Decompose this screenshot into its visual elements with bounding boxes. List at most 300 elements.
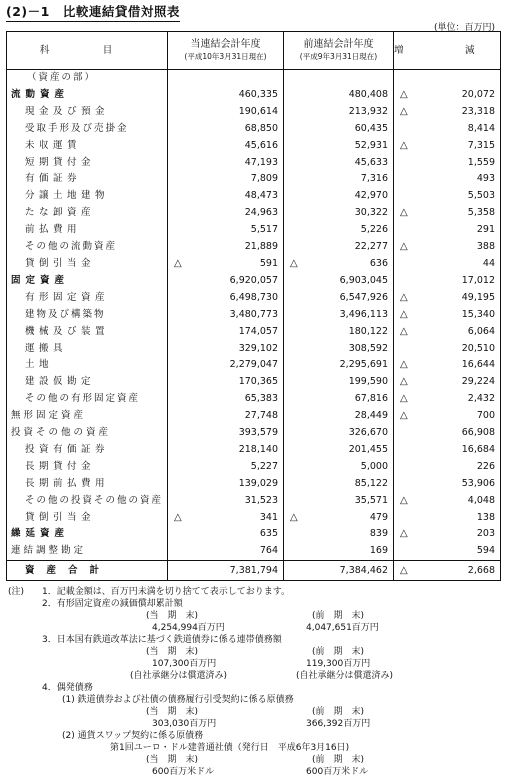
row-label: 有形固定資産	[7, 290, 168, 307]
previous-year-cell	[284, 341, 394, 358]
note-2-previous-value: 4,047,651百万円	[306, 623, 379, 633]
row-label: 運搬具	[7, 341, 168, 358]
note-3-current-label: (当 期 末)	[146, 647, 199, 657]
table-row	[7, 239, 501, 256]
table-row	[7, 510, 501, 527]
current-year-cell	[168, 543, 284, 560]
header-previous-sub: (平成9年3月31日現在)	[299, 51, 378, 61]
previous-year-cell	[284, 104, 394, 121]
previous-year-cell	[284, 171, 394, 188]
current-year-cell	[168, 476, 284, 493]
previous-year-cell-value: 60,435	[354, 122, 388, 134]
change-cell	[394, 188, 501, 205]
change-cell	[394, 459, 501, 476]
change-cell	[394, 476, 501, 493]
negative-triangle: △	[400, 139, 408, 151]
note-3	[6, 634, 502, 646]
previous-year-cell	[284, 561, 394, 581]
previous-year-cell	[284, 526, 394, 543]
table-row	[7, 290, 501, 307]
negative-triangle: △	[400, 376, 408, 388]
note-4-1-previous-label: (前 期 末)	[312, 707, 365, 717]
change-cell-value: 138	[476, 511, 495, 523]
current-year-cell	[168, 459, 284, 476]
table-row	[7, 70, 501, 87]
negative-triangle: △	[400, 528, 408, 540]
row-label: （資産の部）	[7, 70, 168, 87]
change-cell	[394, 357, 501, 374]
change-cell-value: 8,414	[467, 122, 495, 134]
previous-year-cell-value: 326,670	[348, 427, 388, 439]
note-2-previous-label: (前 期 末)	[312, 611, 365, 621]
note-4-2-bond-text: 第1回ユーロ・ドル建普通社債（発行日 平成6年3月16日)	[110, 743, 350, 753]
current-year-cell-value: 764	[259, 545, 278, 557]
note-2-text: 2．有形固定資産の減価償却累計額	[42, 599, 183, 609]
previous-year-cell	[284, 442, 394, 459]
note-4-2-previous-value: 600百万米ドル	[306, 767, 369, 777]
note-4-1-labels	[6, 706, 502, 718]
previous-year-cell	[284, 493, 394, 510]
total-row	[7, 561, 501, 581]
row-label: 資産合計	[7, 561, 168, 581]
change-cell-value: 6,064	[467, 325, 495, 337]
change-cell	[394, 493, 501, 510]
negative-triangle: △	[400, 494, 408, 506]
previous-year-cell-value: 2,295,691	[339, 359, 388, 371]
previous-year-cell-value: 479	[369, 511, 388, 523]
current-year-cell-value: 24,963	[244, 207, 278, 219]
note-3-labels	[6, 646, 502, 658]
current-year-cell-value: 47,193	[244, 156, 278, 168]
current-year-cell-value: 5,517	[250, 224, 278, 236]
previous-year-cell	[284, 87, 394, 104]
previous-year-cell-value: 35,571	[354, 494, 388, 506]
previous-year-cell-value: 7,316	[360, 173, 388, 185]
row-label: 土地	[7, 357, 168, 374]
current-year-cell-value: 329,102	[238, 342, 278, 354]
table-row	[7, 493, 501, 510]
negative-triangle: △	[400, 359, 408, 371]
change-cell	[394, 425, 501, 442]
current-year-cell	[168, 121, 284, 138]
negative-triangle: △	[174, 257, 182, 269]
note-3-current-value: 107,300百万円	[152, 659, 217, 669]
change-cell-value: 2,432	[467, 393, 495, 405]
current-year-cell	[168, 425, 284, 442]
current-year-cell	[168, 510, 284, 527]
previous-year-cell	[284, 476, 394, 493]
note-2-current-value: 4,254,994百万円	[152, 623, 225, 633]
current-year-cell	[168, 188, 284, 205]
table-row	[7, 425, 501, 442]
negative-triangle: △	[400, 207, 408, 219]
note-4-2-labels	[6, 754, 502, 766]
header-item: 科 目	[7, 32, 168, 70]
note-3-remarks	[6, 670, 502, 682]
change-cell-value: 226	[476, 460, 495, 472]
note-2-labels	[6, 610, 502, 622]
current-year-cell	[168, 493, 284, 510]
previous-year-cell-value: 636	[369, 257, 388, 269]
row-label: 短期貸付金	[7, 155, 168, 172]
note-3-previous-label: (前 期 末)	[312, 647, 365, 657]
previous-year-cell	[284, 290, 394, 307]
previous-year-cell-value: 6,547,926	[339, 291, 388, 303]
note-2-values	[6, 622, 502, 634]
change-cell-value: 2,668	[467, 565, 495, 577]
current-year-cell	[168, 205, 284, 222]
change-cell-value: 4,048	[467, 494, 495, 506]
previous-year-cell	[284, 273, 394, 290]
change-cell-value: 16,684	[461, 443, 495, 455]
previous-year-cell	[284, 391, 394, 408]
current-year-cell-value: 170,365	[238, 376, 278, 388]
note-4-2-text: (2) 通貨スワップ契約に係る原債務	[62, 731, 204, 741]
row-label: 投資有価証券	[7, 442, 168, 459]
current-year-cell	[168, 290, 284, 307]
note-2-current-label: (当 期 末)	[146, 611, 199, 621]
table-row	[7, 256, 501, 273]
previous-year-cell	[284, 408, 394, 425]
current-year-cell	[168, 561, 284, 581]
current-year-cell	[168, 341, 284, 358]
change-cell-value: 1,559	[467, 156, 495, 168]
row-label: 受取手形及び売掛金	[7, 121, 168, 138]
current-year-cell-value: 48,473	[244, 190, 278, 202]
previous-year-cell	[284, 459, 394, 476]
note-4	[6, 682, 502, 694]
row-label: その他の流動資産	[7, 239, 168, 256]
current-year-cell-value: 21,889	[244, 241, 278, 253]
current-year-cell	[168, 526, 284, 543]
change-cell-value: 44	[482, 257, 495, 269]
row-label: その他の有形固定資産	[7, 391, 168, 408]
negative-triangle: △	[400, 325, 408, 337]
row-label: 前払費用	[7, 222, 168, 239]
current-year-cell-value: 635	[259, 528, 278, 540]
row-label: 建設仮勘定	[7, 374, 168, 391]
note-4-2-current-label: (当 期 末)	[146, 755, 199, 765]
change-cell-value: 291	[476, 224, 495, 236]
change-cell	[394, 526, 501, 543]
negative-triangle: △	[400, 291, 408, 303]
change-cell-value: 20,510	[461, 342, 495, 354]
current-year-cell-value: 6,498,730	[229, 291, 278, 303]
previous-year-cell	[284, 70, 394, 87]
previous-year-cell-value: 839	[369, 528, 388, 540]
change-cell-value: 29,224	[461, 376, 495, 388]
current-year-cell-value: 3,480,773	[229, 308, 278, 320]
change-cell-value: 700	[476, 410, 495, 422]
table-row	[7, 307, 501, 324]
negative-triangle: △	[400, 88, 408, 100]
current-year-cell-value: 27,748	[244, 410, 278, 422]
previous-year-cell	[284, 425, 394, 442]
current-year-cell-value: 5,227	[250, 460, 278, 472]
previous-year-cell	[284, 374, 394, 391]
change-cell	[394, 87, 501, 104]
title-underline	[6, 21, 180, 22]
note-4-text: 4．偶発債務	[42, 683, 93, 693]
table-row	[7, 273, 501, 290]
previous-year-cell	[284, 324, 394, 341]
header-change: 増 減	[394, 32, 501, 70]
previous-year-cell-value: 199,590	[348, 376, 388, 388]
previous-year-cell-value: 28,449	[354, 410, 388, 422]
note-mark: (注)	[8, 587, 25, 597]
previous-year-cell	[284, 239, 394, 256]
change-cell	[394, 222, 501, 239]
current-year-cell-value: 218,140	[238, 443, 278, 455]
note-4-2-previous-label: (前 期 末)	[312, 755, 365, 765]
current-year-cell	[168, 87, 284, 104]
current-year-cell	[168, 155, 284, 172]
current-year-cell	[168, 104, 284, 121]
negative-triangle: △	[290, 257, 298, 269]
row-label: 機械及び装置	[7, 324, 168, 341]
table-row	[7, 357, 501, 374]
current-year-cell-value: 31,523	[244, 494, 278, 506]
table-row	[7, 104, 501, 121]
change-cell-value: 20,072	[461, 88, 495, 100]
change-cell	[394, 290, 501, 307]
note-4-1-current-label: (当 期 末)	[146, 707, 199, 717]
change-cell	[394, 341, 501, 358]
row-label: 長期貸付金	[7, 459, 168, 476]
current-year-cell	[168, 138, 284, 155]
row-label: 現金及び預金	[7, 104, 168, 121]
change-cell-value: 7,315	[467, 139, 495, 151]
change-cell	[394, 543, 501, 560]
current-year-cell-value: 68,850	[244, 122, 278, 134]
previous-year-cell-value: 42,970	[354, 190, 388, 202]
change-cell-value: 53,906	[461, 477, 495, 489]
change-cell	[394, 256, 501, 273]
row-label: 連結調整勘定	[7, 543, 168, 560]
previous-year-cell-value: 45,633	[354, 156, 388, 168]
row-label: 有価証券	[7, 171, 168, 188]
negative-triangle: △	[290, 511, 298, 523]
previous-year-cell	[284, 188, 394, 205]
note-4-2	[6, 730, 502, 742]
current-year-cell-value: 393,579	[238, 427, 278, 439]
current-year-cell-value: 7,381,794	[229, 565, 278, 577]
row-label: 長期前払費用	[7, 476, 168, 493]
change-cell-value: 388	[476, 241, 495, 253]
table-row	[7, 442, 501, 459]
notes-section	[6, 586, 502, 778]
header-current-year	[168, 32, 284, 70]
note-1-text: 1．記載金額は、百万円未満を切り捨てて表示しております。	[42, 587, 291, 597]
previous-year-cell	[284, 138, 394, 155]
note-4-2-bond	[6, 742, 502, 754]
previous-year-cell-value: 213,932	[348, 105, 388, 117]
negative-triangle: △	[400, 308, 408, 320]
change-cell	[394, 391, 501, 408]
table-row	[7, 476, 501, 493]
previous-year-cell	[284, 543, 394, 560]
row-label: 固定資産	[7, 273, 168, 290]
previous-year-cell	[284, 510, 394, 527]
change-cell-value: 5,358	[467, 207, 495, 219]
note-3-previous-value: 119,300百万円	[306, 659, 371, 669]
header-current-main: 当連結会計年度	[190, 38, 261, 50]
change-cell-value: 203	[476, 528, 495, 540]
current-year-cell-value: 65,383	[244, 393, 278, 405]
note-1	[6, 586, 502, 598]
change-cell	[394, 155, 501, 172]
negative-triangle: △	[400, 105, 408, 117]
header-previous-main: 前連結会計年度	[303, 38, 374, 50]
row-label: 未収運賃	[7, 138, 168, 155]
current-year-cell	[168, 374, 284, 391]
note-4-1	[6, 694, 502, 706]
change-cell-value: 594	[476, 545, 495, 557]
previous-year-cell	[284, 155, 394, 172]
table-header-row	[7, 32, 501, 70]
change-cell-value: 17,012	[461, 274, 495, 286]
change-cell	[394, 171, 501, 188]
change-cell-value: 49,195	[461, 291, 495, 303]
current-year-cell-value: 7,809	[250, 173, 278, 185]
current-year-cell-value: 190,614	[238, 105, 278, 117]
previous-year-cell	[284, 121, 394, 138]
previous-year-cell	[284, 256, 394, 273]
row-label: 繰延資産	[7, 526, 168, 543]
current-year-cell-value: 174,057	[238, 325, 278, 337]
table-row	[7, 408, 501, 425]
previous-year-cell	[284, 357, 394, 374]
table-row	[7, 205, 501, 222]
previous-year-cell-value: 22,277	[354, 241, 388, 253]
note-3-current-remark: (自社承継分は償還済み)	[130, 671, 228, 681]
negative-triangle: △	[400, 241, 408, 253]
current-year-cell	[168, 256, 284, 273]
previous-year-cell-value: 201,455	[348, 443, 388, 455]
change-cell-value: 23,318	[461, 105, 495, 117]
previous-year-cell-value: 308,592	[348, 342, 388, 354]
table-row	[7, 155, 501, 172]
table-row	[7, 374, 501, 391]
row-label: 流動資産	[7, 87, 168, 104]
table-row	[7, 341, 501, 358]
previous-year-cell-value: 85,122	[354, 477, 388, 489]
table-row	[7, 222, 501, 239]
previous-year-cell-value: 30,322	[354, 207, 388, 219]
current-year-cell-value: 6,920,057	[229, 274, 278, 286]
change-cell	[394, 205, 501, 222]
row-label: 分譲土地建物	[7, 188, 168, 205]
current-year-cell	[168, 357, 284, 374]
change-cell	[394, 374, 501, 391]
negative-triangle: △	[400, 410, 408, 422]
unit-label: (単位：百万円)	[433, 23, 495, 33]
row-label: 貸倒引当金	[7, 256, 168, 273]
change-cell-value: 15,340	[461, 308, 495, 320]
note-4-2-current-value: 600百万米ドル	[152, 767, 215, 777]
table-row	[7, 391, 501, 408]
previous-year-cell-value: 3,496,113	[339, 308, 388, 320]
row-label: その他の投資その他の資産	[7, 493, 168, 510]
current-year-cell	[168, 408, 284, 425]
current-year-cell-value: 460,335	[238, 88, 278, 100]
previous-year-cell-value: 52,931	[354, 139, 388, 151]
table-row	[7, 87, 501, 104]
table-row	[7, 459, 501, 476]
previous-year-cell-value: 67,816	[354, 393, 388, 405]
row-label: たな卸資産	[7, 205, 168, 222]
change-cell	[394, 273, 501, 290]
header-current-sub: (平成10年3月31日現在)	[184, 51, 267, 61]
note-4-2-values	[6, 766, 502, 778]
change-cell	[394, 408, 501, 425]
table-row	[7, 526, 501, 543]
current-year-cell-value: 139,029	[238, 477, 278, 489]
change-cell	[394, 510, 501, 527]
row-label: 貸倒引当金	[7, 510, 168, 527]
negative-triangle: △	[174, 511, 182, 523]
page-title: (2)－1 比較連結貸借対照表	[6, 2, 180, 20]
previous-year-cell	[284, 307, 394, 324]
note-3-text: 3．日本国有鉄道改革法に基づく鉄道債券に係る連帯債務額	[42, 635, 282, 645]
negative-triangle: △	[400, 393, 408, 405]
current-year-cell	[168, 273, 284, 290]
current-year-cell	[168, 442, 284, 459]
change-cell	[394, 561, 501, 581]
current-year-cell-value: 45,616	[244, 139, 278, 151]
current-year-cell	[168, 171, 284, 188]
table-row	[7, 543, 501, 560]
change-cell	[394, 239, 501, 256]
change-cell-value: 66,908	[461, 427, 495, 439]
note-3-previous-remark: (自社承継分は償還済み)	[296, 671, 394, 681]
current-year-cell	[168, 324, 284, 341]
change-cell-value: 493	[476, 173, 495, 185]
current-year-cell-value: 591	[259, 257, 278, 269]
note-3-values	[6, 658, 502, 670]
table-row	[7, 138, 501, 155]
change-cell	[394, 138, 501, 155]
change-cell	[394, 307, 501, 324]
previous-year-cell-value: 5,000	[360, 460, 388, 472]
previous-year-cell-value: 5,226	[360, 224, 388, 236]
change-cell	[394, 324, 501, 341]
previous-year-cell-value: 6,903,045	[339, 274, 388, 286]
change-cell	[394, 442, 501, 459]
previous-year-cell-value: 7,384,462	[339, 565, 388, 577]
note-4-1-current-value: 303,030百万円	[152, 719, 217, 729]
row-label: 無形固定資産	[7, 408, 168, 425]
table-row	[7, 324, 501, 341]
table-row	[7, 171, 501, 188]
header-previous-year	[284, 32, 394, 70]
negative-triangle: △	[400, 565, 408, 577]
previous-year-cell	[284, 222, 394, 239]
change-cell	[394, 70, 501, 87]
table-body	[7, 70, 501, 581]
note-2	[6, 598, 502, 610]
change-cell-value: 16,644	[461, 359, 495, 371]
note-4-1-values	[6, 718, 502, 730]
note-4-1-text: (1) 鉄道債券および社債の債務履行引受契約に係る原債務	[62, 695, 294, 705]
balance-sheet-table	[6, 31, 501, 581]
previous-year-cell	[284, 205, 394, 222]
current-year-cell-value: 341	[259, 511, 278, 523]
previous-year-cell-value: 480,408	[348, 88, 388, 100]
note-4-1-previous-value: 366,392百万円	[306, 719, 371, 729]
current-year-cell	[168, 70, 284, 87]
previous-year-cell-value: 169	[369, 545, 388, 557]
